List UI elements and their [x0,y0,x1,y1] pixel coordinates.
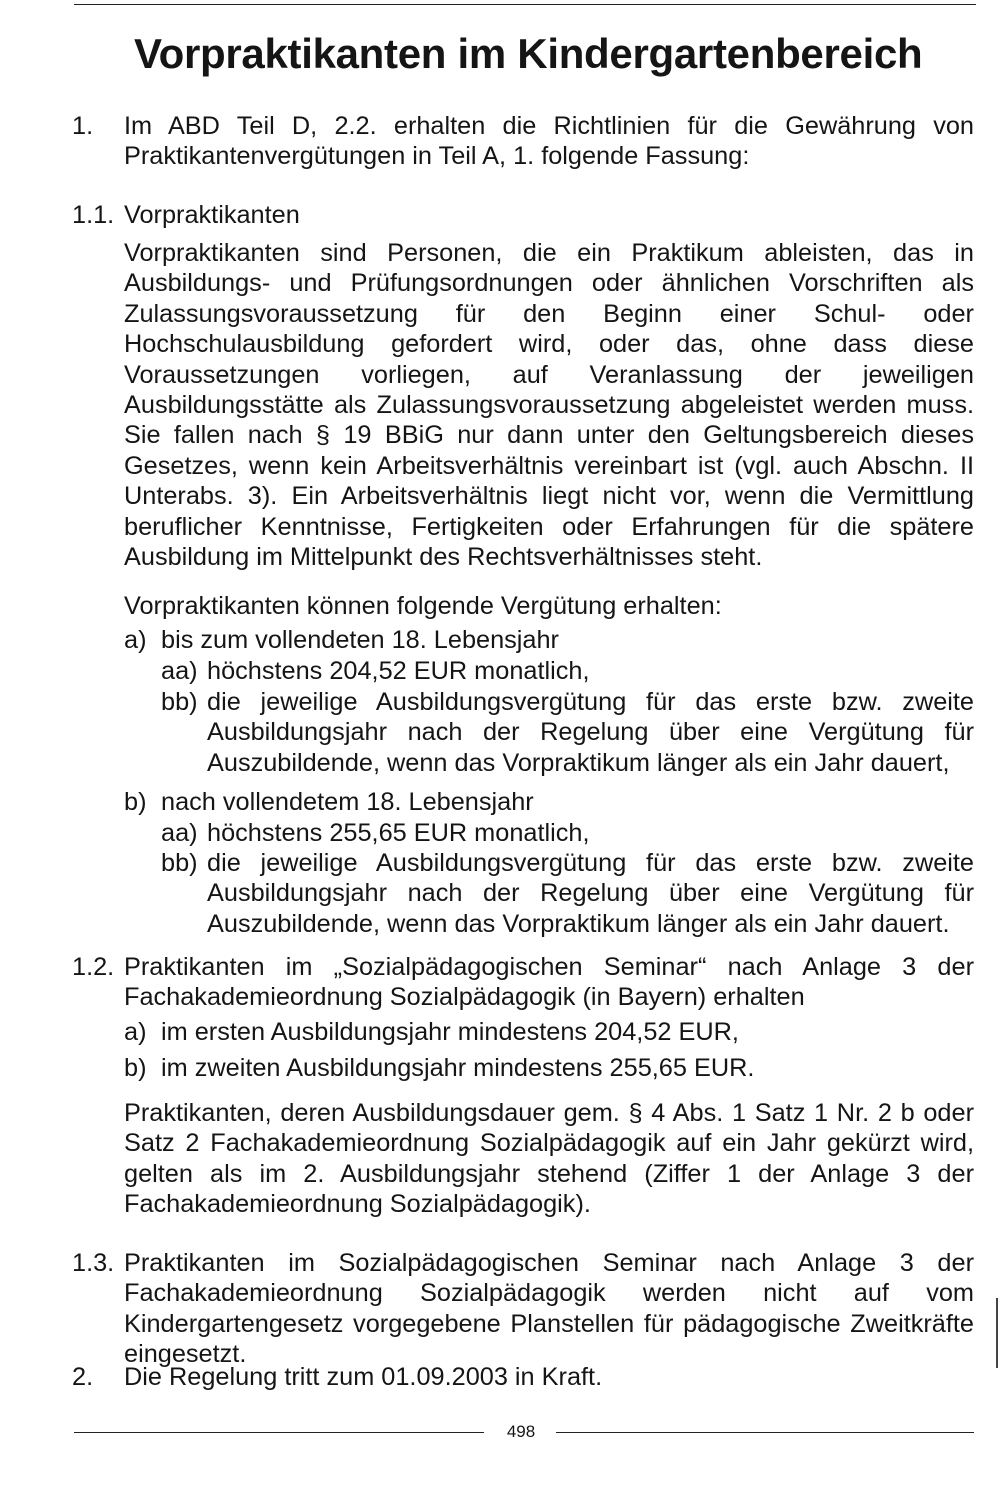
section-1-2-item-a-label: a) [124,1018,147,1046]
section-1-1-number: 1.1. [72,201,115,229]
section-1-text: Im ABD Teil D, 2.2. erhalten die Richtlinien für die Gewährung von Praktikantenvergütungen in Teil A, 1. folgende Fassung: [124,112,974,171]
sub-item-a-aa-text: höchstens 204,52 EUR monatlich, [207,657,590,685]
section-2-number: 2. [72,1363,94,1391]
list-item-b-text: nach vollendetem 18. Lebensjahr [161,788,534,816]
section-1-2-number: 1.2. [72,953,115,981]
sub-item-b-aa-label: aa) [161,819,198,847]
sub-item-a-bb-label: bb) [161,688,198,716]
top-rule [74,4,976,5]
section-1-3-number: 1.3. [72,1249,115,1277]
section-1-1-heading: Vorpraktikanten [124,201,300,229]
sub-item-b-bb-label: bb) [161,849,198,877]
section-1-1-definition: Vorpraktikanten sind Personen, die ein Praktikum ableisten, das in Ausbildungs- und Prüfungsordnungen oder ähnlichen Vorschriften als Zulassungsvoraussetzung für den Beginn einer Schul- oder Hochschulausbildung gefordert wird, oder das, ohne dass diese Voraussetzungen vorliegen, auf Veranlassung der jeweiligen Ausbildungsstätte als Zulassungsvoraussetzung abgeleistet werden muss. Sie fallen nach § 19 BBiG nur dann unter den Geltungsbereich dieses Gesetzes, wenn kein Arbeitsverhältnis vereinbart ist (vgl. auch Abschn. II Unterabs. 3). Ein Arbeitsverhältnis liegt nicht vor, wenn die Vermittlung beruflicher Kenntnisse, Fertigkeiten oder Erfahrungen für die spätere Ausbildung im Mittelpunkt des Rechtsverhältnisses steht. [124,239,974,572]
sub-item-a-bb-text: die jeweilige Ausbildungsvergütung für das erste bzw. zweite Ausbildungsjahr nach der Regelung über eine Vergütung für Auszubildende, wenn das Vorpraktikum länger als ein Jahr dauert, [207,688,974,777]
section-2-text: Die Regelung tritt zum 01.09.2003 in Kraft. [124,1363,603,1391]
sub-item-b-aa-text: höchstens 255,65 EUR monatlich, [207,819,590,847]
list-item-a-label: a) [124,626,147,654]
section-1-2-item-b-label: b) [124,1054,147,1082]
footer-rule-right [556,1432,974,1433]
section-1-2-item-b-text: im zweiten Ausbildungsjahr mindestens 255,65 EUR. [161,1054,755,1082]
section-1-2-note: Praktikanten, deren Ausbildungsdauer gem. § 4 Abs. 1 Satz 1 Nr. 2 b oder Satz 2 Fachakademieordnung Sozialpädagogik auf ein Jahr gekürzt wird, gelten als im 2. Ausbildungsjahr stehend (Ziffer 1 der Anlage 3 der Fachakademieordnung Sozialpädagogik). [124,1099,974,1219]
page-title: Vorpraktikanten im Kindergartenbereich [134,30,923,77]
page-number: 498 [506,1422,536,1441]
list-item-b-label: b) [124,788,147,816]
margin-mark [996,1298,998,1368]
sub-item-b-bb-text: die jeweilige Ausbildungsvergütung für das erste bzw. zweite Ausbildungsjahr nach der Regelung über eine Vergütung für Auszubildende, wenn das Vorpraktikum länger als ein Jahr dauert. [207,849,974,938]
section-1-1-intro: Vorpraktikanten können folgende Vergütung erhalten: [124,592,722,620]
section-1-2-item-a-text: im ersten Ausbildungsjahr mindestens 204,52 EUR, [161,1018,739,1046]
footer-rule-left [74,1432,484,1433]
sub-item-a-aa-label: aa) [161,657,198,685]
list-item-a-text: bis zum vollendeten 18. Lebensjahr [161,626,559,654]
section-1-2-text: Praktikanten im „Sozialpädagogischen Seminar“ nach Anlage 3 der Fachakademieordnung Sozialpädagogik (in Bayern) erhalten [124,953,974,1012]
section-1-3-text: Praktikanten im Sozialpädagogischen Seminar nach Anlage 3 der Fachakademieordnung Sozialpädagogik werden nicht auf vom Kindergartengesetz vorgegebene Planstellen für pädagogische Zweitkräfte eingesetzt. [124,1249,974,1369]
section-1-number: 1. [72,112,94,140]
